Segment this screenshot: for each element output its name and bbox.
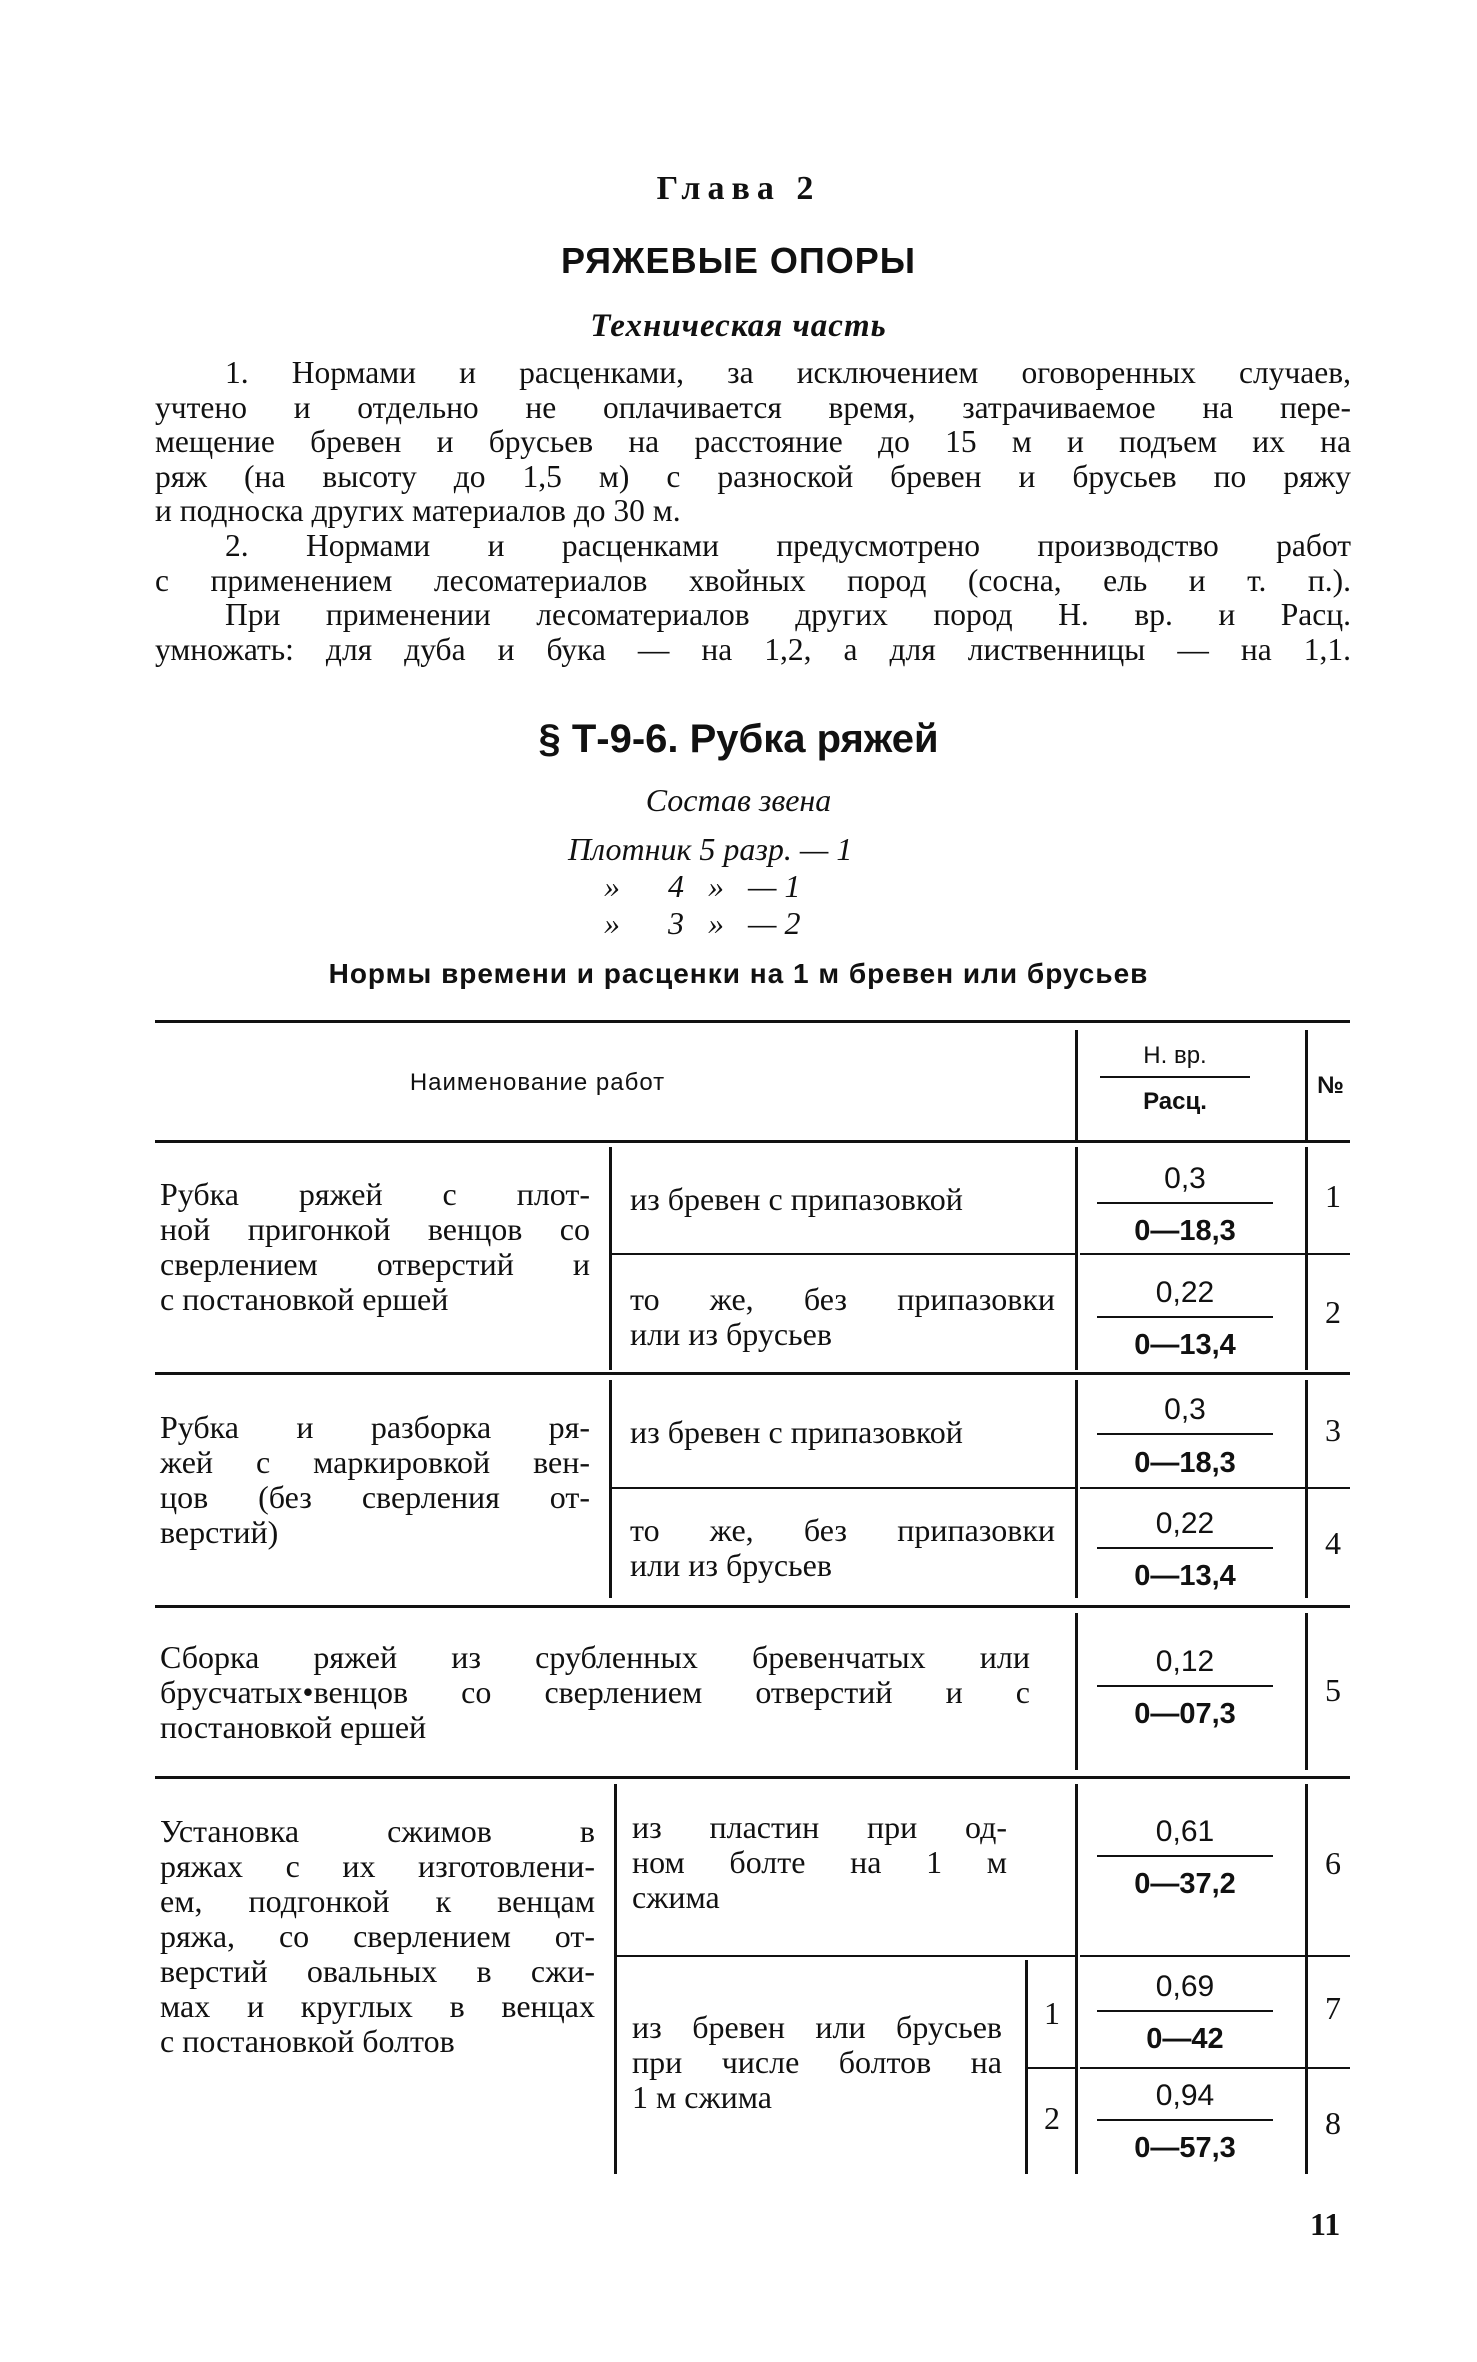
table-border — [1080, 1253, 1305, 1255]
table-border — [612, 1487, 1075, 1489]
crew-label: Состав звена — [645, 782, 832, 818]
work-line: ем, подгонкой к венцам — [160, 1883, 595, 1919]
norm-value: 0,3 — [1164, 1162, 1206, 1195]
row-number: 2 — [1325, 1294, 1341, 1330]
fraction-bar — [1097, 1202, 1273, 1204]
work-line: сверлением отверстий и — [160, 1246, 590, 1282]
work-name-group-2 — [160, 1410, 590, 1550]
paragraph-line: учтено и отдельно не оплачивается время, затрачиваемое на пере- — [155, 389, 1351, 425]
sub-work — [630, 1415, 1055, 1450]
chapter-heading: Глава 2 — [656, 170, 821, 207]
fraction-bar — [1100, 1076, 1250, 1078]
fraction-bar — [1097, 2119, 1273, 2121]
sub-work — [630, 1513, 1055, 1583]
work-name-group-1 — [160, 1177, 590, 1317]
work-line: с постановкой болтов — [160, 2023, 455, 2059]
work-line: при числе болтов на — [632, 2044, 1002, 2080]
sub-work — [632, 2010, 1002, 2115]
row-number: 7 — [1325, 1990, 1341, 2026]
row-number: 3 — [1325, 1412, 1341, 1448]
chapter-title: РЯЖЕВЫЕ ОПОРЫ — [561, 240, 916, 281]
bolts-count: 1 — [1044, 1995, 1060, 2031]
table-border — [155, 1372, 1350, 1375]
work-line: или из брусьев — [630, 1547, 832, 1583]
page-number: 11 — [1310, 2206, 1341, 2242]
table-border — [1305, 1784, 1308, 2174]
work-line: ряжа, со сверлением от- — [160, 1918, 595, 1954]
table-border — [155, 1776, 1350, 1779]
crew-row-2: » 4 » — 1 — [604, 868, 801, 904]
work-line: верстий овальных в сжи- — [160, 1953, 595, 1989]
work-line: 1 м сжима — [632, 2079, 772, 2115]
table-border — [1075, 1784, 1078, 2174]
norm-value: 0,61 — [1155, 1815, 1215, 1848]
work-line: Рубка ряжей с плот- — [160, 1176, 590, 1212]
paragraph-line: 2. Нормами и расценками предусмотрено производство работ — [225, 528, 1351, 563]
work-line: или из брусьев — [630, 1316, 832, 1352]
row-number: 6 — [1325, 1845, 1341, 1881]
crew-row-3: » 3 » — 2 — [604, 905, 801, 941]
rate-value: 0—57,3 — [1134, 2132, 1236, 2164]
table-border — [1308, 1955, 1350, 1957]
header-norm: Н. вр. — [1143, 1042, 1207, 1069]
header-rate: Расц. — [1143, 1088, 1207, 1115]
table-border — [617, 1955, 1075, 1957]
header-works: Наименование работ — [409, 1069, 666, 1096]
work-line: из бревен с припазовкой — [630, 1181, 963, 1217]
fraction-bar — [1097, 1433, 1273, 1435]
table-border — [1305, 1147, 1308, 1370]
table-border — [1305, 1380, 1308, 1598]
table-border — [1308, 1487, 1350, 1489]
technical-part-heading: Техническая часть — [590, 308, 887, 344]
row-number: 1 — [1325, 1178, 1341, 1214]
work-line: из пластин при од- — [632, 1809, 1007, 1845]
paragraph-line: умножать: для дуба и бука — на 1,2, а для лиственницы — на 1,1. — [155, 631, 1351, 667]
work-line: Рубка и разборка ря- — [160, 1409, 590, 1445]
norms-title: Нормы времени и расценки на 1 м бревен или брусьев — [328, 958, 1149, 989]
work-line: сжима — [632, 1879, 720, 1915]
work-line: постановкой ершей — [160, 1709, 427, 1745]
work-line: из бревен или брусьев — [632, 2009, 1002, 2045]
sub-work — [630, 1182, 1055, 1217]
rate-value: 0—13,4 — [1134, 1329, 1236, 1361]
table-border — [609, 1147, 612, 1370]
sub-work — [630, 1282, 1055, 1352]
paragraph-line: ряж (на высоту до 1,5 м) с разноской бревен и брусьев по ряжу — [155, 458, 1351, 494]
table-border — [1028, 2067, 1075, 2069]
norm-value: 0,12 — [1155, 1645, 1215, 1678]
table-border — [155, 1140, 1350, 1143]
rate-value: 0—07,3 — [1134, 1698, 1236, 1730]
sub-work — [632, 1810, 1007, 1915]
paragraph-2 — [155, 529, 1351, 667]
work-name-group-3 — [160, 1640, 1030, 1745]
rate-value: 0—18,3 — [1134, 1447, 1236, 1479]
table-border — [1075, 1030, 1078, 1140]
work-line: верстий) — [160, 1514, 279, 1550]
work-line: мах и круглых в венцах — [160, 1988, 595, 2024]
paragraph-line: и подноска других материалов до 30 м. — [155, 493, 681, 528]
norm-value: 0,3 — [1164, 1393, 1206, 1426]
paragraph-line: При применении лесоматериалов других пород Н. вр. и Расц. — [225, 597, 1351, 632]
header-no: № — [1317, 1072, 1344, 1099]
table-border — [1075, 1147, 1078, 1370]
norm-value: 0,69 — [1155, 1970, 1215, 2003]
fraction-bar — [1097, 1855, 1273, 1857]
work-line: жей с маркировкой вен- — [160, 1444, 590, 1480]
paragraph-1 — [155, 356, 1351, 529]
paragraph-line: мещение бревен и брусьев на расстояние до 15 м и подъем их на — [155, 424, 1351, 459]
table-border — [1075, 1380, 1078, 1598]
work-line: ной пригонкой венцов со — [160, 1211, 590, 1247]
table-border — [1080, 2067, 1305, 2069]
rate-value: 0—37,2 — [1134, 1868, 1236, 1900]
work-line: брусчатых•венцов со сверлением отверстий и с — [160, 1674, 1030, 1710]
rate-value: 0—18,3 — [1134, 1215, 1236, 1247]
row-number: 4 — [1325, 1525, 1341, 1561]
work-line: ряжах с их изготовлени- — [160, 1848, 595, 1884]
fraction-bar — [1097, 2010, 1273, 2012]
work-line: то же, без припазовки — [630, 1512, 1055, 1548]
rate-value: 0—42 — [1146, 2023, 1224, 2055]
norm-value: 0,94 — [1155, 2079, 1215, 2112]
paragraph-line: с применением лесоматериалов хвойных пород (сосна, ель и т. п.). — [155, 562, 1351, 598]
table-border — [1305, 1613, 1308, 1770]
table-border — [1308, 2067, 1350, 2069]
table-border — [155, 1605, 1350, 1608]
work-line: Сборка ряжей из срубленных бревенчатых или — [160, 1639, 1030, 1675]
row-number: 8 — [1325, 2105, 1341, 2141]
fraction-bar — [1097, 1547, 1273, 1549]
work-line: из бревен с припазовкой — [630, 1414, 963, 1450]
table-border — [614, 1784, 617, 2174]
fraction-bar — [1097, 1685, 1273, 1687]
table-border — [609, 1380, 612, 1598]
table-border — [1080, 1487, 1305, 1489]
bolts-count: 2 — [1044, 2100, 1060, 2136]
table-border — [612, 1253, 1075, 1255]
paragraph-line: 1. Нормами и расценками, за исключением оговоренных случаев, — [225, 355, 1351, 390]
norm-value: 0,22 — [1155, 1507, 1215, 1540]
work-line: Установка сжимов в — [160, 1813, 595, 1849]
work-line: с постановкой ершей — [160, 1281, 449, 1317]
rate-value: 0—13,4 — [1134, 1560, 1236, 1592]
crew-row-1: Плотник 5 разр. — 1 — [568, 831, 853, 867]
work-name-group-4 — [160, 1814, 595, 2059]
table-border — [155, 1020, 1350, 1023]
section-heading: § Т-9-6. Рубка ряжей — [538, 717, 939, 761]
work-line: то же, без припазовки — [630, 1281, 1055, 1317]
norm-value: 0,22 — [1155, 1276, 1215, 1309]
work-line: цов (без сверления от- — [160, 1479, 590, 1515]
fraction-bar — [1097, 1316, 1273, 1318]
table-border — [1080, 1955, 1305, 1957]
row-number: 5 — [1325, 1672, 1341, 1708]
table-border — [1308, 1253, 1350, 1255]
table-border — [1075, 1613, 1078, 1770]
work-line: ном болте на 1 м — [632, 1844, 1007, 1880]
